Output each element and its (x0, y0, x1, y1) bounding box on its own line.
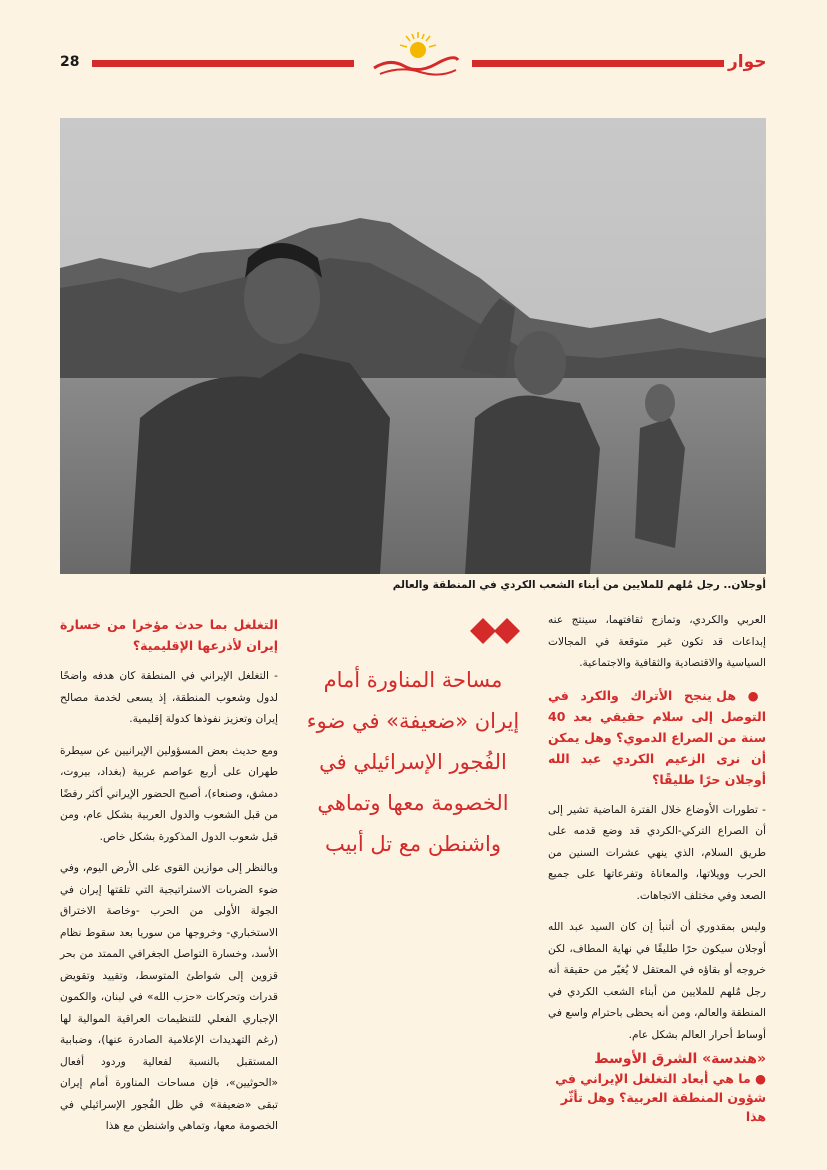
page-header (0, 52, 827, 78)
page-number: 28 (60, 54, 80, 70)
article-photo (60, 118, 766, 574)
interview-question: ● ما هي أبعاد التغلغل الإيراني في شؤون المنطقة العربية؟ وهل تأثّر هذا (548, 1069, 766, 1126)
section-title: حوار (728, 52, 767, 72)
header-rule-left (92, 60, 354, 67)
interview-question: التغلغل بما حدث مؤخرا من خسارة إيران لأذرعها الإقليمية؟ (60, 617, 278, 653)
paragraph: - التغلغل الإيراني في المنطقة كان هدفه واضحًا لدول وشعوب المنطقة، إذ يسعى لخدمة مصالح إيران وتعزيز نفوذها كدولة إقليمية. (60, 670, 278, 725)
photo-image (60, 118, 766, 574)
article-column-right (548, 610, 766, 1056)
subsection-heading: «هندسة» الشرق الأوسط (594, 1051, 766, 1067)
interview-question: ● هل ينجح الأتراك والكرد في التوصل إلى سلام حقيقي بعد 40 سنة من الصراع الدموي؟ وهل يمكن أن نرى الزعيم الكردي عبد الله أوجلان حرًا طليقًا؟ (548, 685, 766, 790)
header-rule-right (472, 60, 724, 67)
diamond-ornament-icon (470, 618, 520, 644)
paragraph: العربي والكردي، وتمازج ثقافتهما، سينتج عنه إبداعات قد تكون غير متوقعة في المجالات السياسية والاقتصادية والثقافية والاجتماعية. (548, 614, 766, 669)
article-column-left (60, 614, 278, 1148)
subsection (548, 1050, 766, 1126)
paragraph: - تطورات الأوضاع خلال الفترة الماضية تشير إلى أن الصراع التركي-الكردي قد وضع قدمه على طريق السلام، الذي ينهي عشرات السنين من الحرب وويلاتها، والمعاناة وتفرعاتها على جميع الصعد وفي مختلف الاتجاهات. (548, 803, 766, 902)
photo-caption: أوجلان.. رجل مُلهم للملايين من أبناء الشعب الكردي في المنطقة والعالم (392, 579, 766, 591)
magazine-logo (360, 30, 468, 82)
paragraph: ومع حديث بعض المسؤولين الإيرانيين عن سيطرة طهران على أربع عواصم عربية (بغداد، بيروت، دمشق، وصنعاء)، أصبح الحضور الإيراني أكثر رفضًا من قبل الشعوب والدول العربية بشكل عام، ومن قبل شعوب الدول المذكورة بشكل خاص. (60, 744, 278, 843)
paragraph: وليس بمقدوري أن أتنبأ إن كان السيد عبد الله أوجلان سيكون حرًا طليقًا في نهاية المطاف، لكن خروجه أو بقاؤه في المعتقل لا يُغيّر من حقيقة أنه رجل مُلهم للملايين من أبناء الشعب الكردي في المنطقة والعالم، ومن أنه يحظى باحترام واسع في أوساط أحرار العالم بشكل عام. (548, 921, 766, 1041)
pull-quote-text: مساحة المناورة أمام إيران «ضعيفة» في ضوء الفُجور الإسرائيلي في الخصومة معها وتماهي واشنطن مع تل أبيب (306, 668, 520, 856)
paragraph: وبالنظر إلى موازين القوى على الأرض اليوم، وفي ضوء الضربات الاستراتيجية التي تلقتها إيران في الجولة الأولى من الحرب -وخاصة الاختراق الاستخباري- وخروجها من سوريا بعد سقوط نظام الأسد، وخسارة التواصل الجغرافي الممتد من بحر قزوين إلى شواطئ المتوسط، وتقييد وتقويض قدرات وتحركات «حزب الله» في لبنان، والكمون الإجباري الفعلي للتنظيمات العراقية الموالية لها (رغم التهديدات الإعلامية الصادرة عنها)، وضبابية المستقبل بالنسبة لفعالية وردود أفعال «الحوثيين»، فإن مساحات المناورة أمام إيران تبقى «ضعيفة» في ظل الفُجور الإسرائيلي في الخصومة معها، وتماهي واشنطن مع هذا (60, 862, 278, 1132)
